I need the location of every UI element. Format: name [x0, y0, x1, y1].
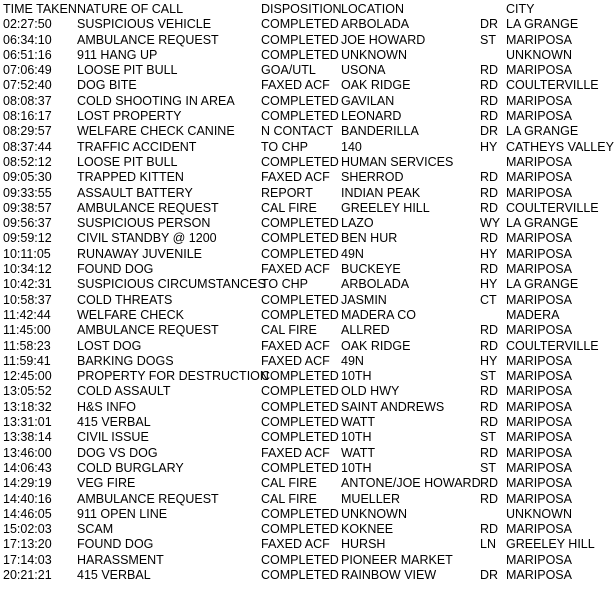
table-row: [3, 415, 614, 430]
cell-disposition: CAL FIRE: [261, 200, 317, 215]
call-rows: [3, 17, 614, 583]
header-location: LOCATION: [341, 2, 404, 16]
table-row: [3, 63, 614, 78]
table-row: [3, 124, 614, 139]
cell-location: JASMIN: [341, 292, 387, 307]
cell-nature-of-call: PROPERTY FOR DESTRUCTION: [77, 369, 269, 384]
cell-street-suffix: HY: [480, 246, 498, 261]
cell-street-suffix: RD: [480, 384, 499, 399]
header-nature-of-call: NATURE OF CALL: [77, 2, 184, 16]
cell-time-taken: 09:56:37: [3, 216, 52, 231]
cell-disposition: COMPLETED: [261, 399, 339, 414]
cell-city: COULTERVILLE: [506, 78, 599, 93]
cell-time-taken: 15:02:03: [3, 522, 52, 537]
cell-location: 49N: [341, 353, 364, 368]
cell-city: MARIPOSA: [506, 32, 572, 47]
cell-street-suffix: ST: [480, 32, 496, 47]
cell-city: MARIPOSA: [506, 323, 572, 338]
cell-city: MARIPOSA: [506, 384, 572, 399]
cell-location: 49N: [341, 246, 364, 261]
cell-location: GREELEY HILL: [341, 200, 430, 215]
cell-disposition: FAXED ACF: [261, 353, 330, 368]
cell-city: MARIPOSA: [506, 476, 572, 491]
table-row: [3, 186, 614, 201]
cell-time-taken: 11:58:23: [3, 338, 51, 353]
cell-location: KOKNEE: [341, 522, 394, 537]
cell-time-taken: 13:38:14: [3, 430, 52, 445]
cell-street-suffix: RD: [480, 78, 499, 93]
cell-time-taken: 08:37:44: [3, 139, 52, 154]
cell-city: COULTERVILLE: [506, 200, 599, 215]
cell-nature-of-call: WELFARE CHECK CANINE: [77, 124, 235, 139]
table-row: [3, 400, 614, 415]
cell-street-suffix: ST: [480, 369, 496, 384]
cell-disposition: COMPLETED: [261, 109, 339, 124]
cell-location: ALLRED: [341, 323, 390, 338]
cell-nature-of-call: AMBULANCE REQUEST: [77, 491, 219, 506]
cell-city: LA GRANGE: [506, 17, 579, 32]
cell-location: JOE HOWARD: [341, 32, 426, 47]
cell-disposition: COMPLETED: [261, 231, 339, 246]
table-row: [3, 522, 614, 537]
cell-location: PIONEER MARKET: [341, 552, 453, 567]
cell-time-taken: 13:18:32: [3, 399, 52, 414]
cell-time-taken: 17:13:20: [3, 537, 52, 552]
cell-time-taken: 14:46:05: [3, 506, 52, 521]
cell-location: BANDERILLA: [341, 124, 419, 139]
cell-location: 10TH: [341, 430, 372, 445]
cell-street-suffix: RD: [480, 109, 499, 124]
cell-time-taken: 14:06:43: [3, 460, 52, 475]
cell-street-suffix: DR: [480, 124, 499, 139]
cell-disposition: COMPLETED: [261, 17, 339, 32]
table-row: [3, 231, 614, 246]
cell-location: ANTONE/JOE HOWARD: [341, 476, 481, 491]
cell-location: SHERROD: [341, 170, 404, 185]
header-city: CITY: [506, 2, 535, 16]
cell-disposition: CAL FIRE: [261, 491, 317, 506]
cell-location: LAZO: [341, 216, 374, 231]
cell-disposition: COMPLETED: [261, 32, 339, 47]
cell-location: ARBOLADA: [341, 277, 410, 292]
cell-location: 10TH: [341, 369, 372, 384]
cell-nature-of-call: LOOSE PIT BULL: [77, 63, 178, 78]
table-row: [3, 308, 614, 323]
cell-nature-of-call: AMBULANCE REQUEST: [77, 32, 219, 47]
cell-location: UNKNOWN: [341, 506, 407, 521]
table-row: [3, 216, 614, 231]
cell-time-taken: 07:06:49: [3, 63, 52, 78]
table-row: [3, 109, 614, 124]
cell-street-suffix: RD: [480, 200, 499, 215]
table-row: [3, 48, 614, 63]
table-row: [3, 553, 614, 568]
cell-city: MARIPOSA: [506, 567, 572, 582]
cell-location: INDIAN PEAK: [341, 185, 421, 200]
table-row: [3, 247, 614, 262]
cell-disposition: COMPLETED: [261, 47, 339, 62]
cell-location: 140: [341, 139, 362, 154]
cell-location: WATT: [341, 445, 376, 460]
cell-disposition: FAXED ACF: [261, 170, 330, 185]
cell-city: LA GRANGE: [506, 124, 579, 139]
cell-location: BEN HUR: [341, 231, 398, 246]
cell-nature-of-call: CIVIL STANDBY @ 1200: [77, 231, 217, 246]
cell-time-taken: 09:05:30: [3, 170, 52, 185]
cell-location: OAK RIDGE: [341, 338, 411, 353]
cell-nature-of-call: SCAM: [77, 522, 114, 537]
cell-disposition: CAL FIRE: [261, 476, 317, 491]
cell-city: MARIPOSA: [506, 445, 572, 460]
cell-nature-of-call: HARASSMENT: [77, 552, 164, 567]
cell-disposition: COMPLETED: [261, 216, 339, 231]
cell-street-suffix: CT: [480, 292, 497, 307]
cell-disposition: COMPLETED: [261, 384, 339, 399]
cell-city: MARIPOSA: [506, 185, 572, 200]
cell-location: OAK RIDGE: [341, 78, 411, 93]
cell-time-taken: 02:27:50: [3, 17, 52, 32]
cell-time-taken: 14:40:16: [3, 491, 52, 506]
table-row: [3, 476, 614, 491]
cell-location: UNKNOWN: [341, 47, 407, 62]
cell-city: MARIPOSA: [506, 109, 572, 124]
cell-nature-of-call: LOOSE PIT BULL: [77, 154, 178, 169]
cell-nature-of-call: AMBULANCE REQUEST: [77, 323, 219, 338]
table-row: [3, 369, 614, 384]
cell-nature-of-call: COLD SHOOTING IN AREA: [77, 93, 235, 108]
cell-nature-of-call: SUSPICIOUS VEHICLE: [77, 17, 212, 32]
cell-time-taken: 09:59:12: [3, 231, 52, 246]
cell-location: OLD HWY: [341, 384, 400, 399]
cell-time-taken: 10:42:31: [3, 277, 52, 292]
cell-street-suffix: HY: [480, 353, 498, 368]
table-row: [3, 33, 614, 48]
cell-street-suffix: RD: [480, 185, 499, 200]
cell-time-taken: 10:34:12: [3, 262, 52, 277]
cell-disposition: COMPLETED: [261, 154, 339, 169]
table-row: [3, 277, 614, 292]
cell-nature-of-call: COLD ASSAULT: [77, 384, 171, 399]
cell-nature-of-call: WELFARE CHECK: [77, 307, 184, 322]
cell-location: MUELLER: [341, 491, 401, 506]
cell-disposition: FAXED ACF: [261, 338, 330, 353]
cell-nature-of-call: VEG FIRE: [77, 476, 136, 491]
cell-city: MARIPOSA: [506, 154, 572, 169]
cell-nature-of-call: LOST DOG: [77, 338, 142, 353]
cell-time-taken: 10:11:05: [3, 246, 51, 261]
cell-street-suffix: RD: [480, 491, 499, 506]
cell-time-taken: 08:29:57: [3, 124, 52, 139]
table-row: [3, 492, 614, 507]
table-row: [3, 339, 614, 354]
cell-city: MARIPOSA: [506, 415, 572, 430]
cell-disposition: COMPLETED: [261, 430, 339, 445]
table-row: [3, 568, 614, 583]
cell-time-taken: 08:52:12: [3, 154, 52, 169]
table-row: [3, 430, 614, 445]
cell-city: UNKNOWN: [506, 506, 572, 521]
cell-disposition: N CONTACT: [261, 124, 333, 139]
table-row: [3, 170, 614, 185]
table-row: [3, 384, 614, 399]
table-row: [3, 140, 614, 155]
cell-time-taken: 12:45:00: [3, 369, 52, 384]
cell-disposition: CAL FIRE: [261, 323, 317, 338]
table-row: [3, 537, 614, 552]
cell-city: MARIPOSA: [506, 522, 572, 537]
cell-street-suffix: DR: [480, 17, 499, 32]
cell-nature-of-call: TRAFFIC ACCIDENT: [77, 139, 197, 154]
cell-nature-of-call: H&S INFO: [77, 399, 137, 414]
cell-city: MARIPOSA: [506, 552, 572, 567]
cell-nature-of-call: SUSPICIOUS PERSON: [77, 216, 211, 231]
header-time-taken: TIME TAKEN: [3, 2, 77, 16]
cell-street-suffix: RD: [480, 338, 499, 353]
cell-nature-of-call: RUNAWAY JUVENILE: [77, 246, 203, 261]
cell-nature-of-call: 911 HANG UP: [77, 47, 158, 62]
cell-nature-of-call: CIVIL ISSUE: [77, 430, 149, 445]
cell-street-suffix: RD: [480, 445, 499, 460]
cell-city: LA GRANGE: [506, 277, 579, 292]
cell-street-suffix: DR: [480, 567, 499, 582]
cell-city: MADERA: [506, 307, 560, 322]
cell-time-taken: 08:08:37: [3, 93, 52, 108]
cell-city: MARIPOSA: [506, 491, 572, 506]
table-row: [3, 446, 614, 461]
cell-location: HURSH: [341, 537, 386, 552]
cell-street-suffix: ST: [480, 460, 496, 475]
cell-disposition: TO CHP: [261, 139, 308, 154]
cell-nature-of-call: BARKING DOGS: [77, 353, 174, 368]
table-row: [3, 262, 614, 277]
table-row: [3, 94, 614, 109]
cell-nature-of-call: FOUND DOG: [77, 262, 154, 277]
cell-city: MARIPOSA: [506, 369, 572, 384]
cell-nature-of-call: COLD THREATS: [77, 292, 173, 307]
cell-city: MARIPOSA: [506, 430, 572, 445]
call-log-table: [3, 2, 614, 583]
cell-city: COULTERVILLE: [506, 338, 599, 353]
cell-location: LEONARD: [341, 109, 402, 124]
cell-street-suffix: RD: [480, 476, 499, 491]
cell-disposition: COMPLETED: [261, 522, 339, 537]
cell-disposition: COMPLETED: [261, 567, 339, 582]
cell-disposition: FAXED ACF: [261, 78, 330, 93]
cell-city: MARIPOSA: [506, 246, 572, 261]
cell-time-taken: 06:34:10: [3, 32, 52, 47]
cell-disposition: COMPLETED: [261, 460, 339, 475]
cell-time-taken: 09:33:55: [3, 185, 52, 200]
cell-time-taken: 08:16:17: [3, 109, 52, 124]
table-row: [3, 78, 614, 93]
cell-time-taken: 11:42:44: [3, 307, 51, 322]
cell-location: RAINBOW VIEW: [341, 567, 437, 582]
table-row: [3, 17, 614, 32]
cell-nature-of-call: FOUND DOG: [77, 537, 154, 552]
cell-nature-of-call: LOST PROPERTY: [77, 109, 182, 124]
cell-city: LA GRANGE: [506, 216, 579, 231]
cell-city: MARIPOSA: [506, 399, 572, 414]
cell-nature-of-call: 415 VERBAL: [77, 567, 151, 582]
cell-street-suffix: RD: [480, 262, 499, 277]
cell-time-taken: 14:29:19: [3, 476, 52, 491]
cell-city: MARIPOSA: [506, 93, 572, 108]
cell-time-taken: 06:51:16: [3, 47, 52, 62]
cell-location: ARBOLADA: [341, 17, 410, 32]
cell-city: MARIPOSA: [506, 353, 572, 368]
cell-street-suffix: RD: [480, 93, 499, 108]
cell-time-taken: 13:05:52: [3, 384, 52, 399]
cell-disposition: TO CHP: [261, 277, 308, 292]
cell-location: BUCKEYE: [341, 262, 401, 277]
cell-time-taken: 17:14:03: [3, 552, 52, 567]
cell-time-taken: 09:38:57: [3, 200, 52, 215]
cell-disposition: COMPLETED: [261, 369, 339, 384]
cell-street-suffix: ST: [480, 430, 496, 445]
cell-street-suffix: RD: [480, 323, 499, 338]
cell-disposition: COMPLETED: [261, 552, 339, 567]
cell-disposition: COMPLETED: [261, 506, 339, 521]
cell-time-taken: 11:45:00: [3, 323, 51, 338]
cell-street-suffix: RD: [480, 399, 499, 414]
table-row: [3, 293, 614, 308]
cell-time-taken: 20:21:21: [3, 567, 52, 582]
cell-time-taken: 10:58:37: [3, 292, 52, 307]
cell-street-suffix: RD: [480, 415, 499, 430]
cell-nature-of-call: COLD BURGLARY: [77, 460, 184, 475]
cell-nature-of-call: SUSPICIOUS CIRCUMSTANCES: [77, 277, 266, 292]
cell-disposition: REPORT: [261, 185, 313, 200]
cell-street-suffix: HY: [480, 139, 498, 154]
cell-disposition: COMPLETED: [261, 292, 339, 307]
cell-city: MARIPOSA: [506, 231, 572, 246]
cell-city: MARIPOSA: [506, 63, 572, 78]
cell-nature-of-call: 911 OPEN LINE: [77, 506, 168, 521]
cell-street-suffix: RD: [480, 63, 499, 78]
table-row: [3, 201, 614, 216]
cell-disposition: FAXED ACF: [261, 262, 330, 277]
cell-disposition: FAXED ACF: [261, 537, 330, 552]
cell-disposition: FAXED ACF: [261, 445, 330, 460]
table-row: [3, 507, 614, 522]
cell-time-taken: 13:46:00: [3, 445, 52, 460]
cell-city: MARIPOSA: [506, 292, 572, 307]
cell-nature-of-call: ASSAULT BATTERY: [77, 185, 193, 200]
header-row: [3, 2, 614, 17]
cell-disposition: COMPLETED: [261, 415, 339, 430]
cell-street-suffix: LN: [480, 537, 496, 552]
cell-time-taken: 11:59:41: [3, 353, 51, 368]
cell-nature-of-call: 415 VERBAL: [77, 415, 151, 430]
cell-location: HUMAN SERVICES: [341, 154, 454, 169]
cell-disposition: GOA/UTL: [261, 63, 316, 78]
cell-city: MARIPOSA: [506, 170, 572, 185]
cell-street-suffix: RD: [480, 231, 499, 246]
table-row: [3, 461, 614, 476]
cell-disposition: COMPLETED: [261, 246, 339, 261]
cell-time-taken: 13:31:01: [3, 415, 52, 430]
cell-disposition: COMPLETED: [261, 93, 339, 108]
cell-nature-of-call: TRAPPED KITTEN: [77, 170, 184, 185]
cell-location: GAVILAN: [341, 93, 395, 108]
cell-street-suffix: WY: [480, 216, 501, 231]
cell-city: GREELEY HILL: [506, 537, 595, 552]
cell-nature-of-call: AMBULANCE REQUEST: [77, 200, 219, 215]
cell-street-suffix: RD: [480, 170, 499, 185]
cell-nature-of-call: DOG BITE: [77, 78, 137, 93]
header-disposition: DISPOSITION: [261, 2, 342, 16]
table-row: [3, 155, 614, 170]
cell-location: WATT: [341, 415, 376, 430]
cell-disposition: COMPLETED: [261, 307, 339, 322]
cell-location: SAINT ANDREWS: [341, 399, 445, 414]
table-row: [3, 354, 614, 369]
cell-nature-of-call: DOG VS DOG: [77, 445, 158, 460]
cell-location: 10TH: [341, 460, 372, 475]
table-row: [3, 323, 614, 338]
cell-location: MADERA CO: [341, 307, 417, 322]
cell-city: UNKNOWN: [506, 47, 572, 62]
cell-city: CATHEYS VALLEY: [506, 139, 614, 154]
cell-city: MARIPOSA: [506, 460, 572, 475]
cell-city: MARIPOSA: [506, 262, 572, 277]
cell-street-suffix: HY: [480, 277, 498, 292]
cell-location: USONA: [341, 63, 386, 78]
cell-street-suffix: RD: [480, 522, 499, 537]
cell-time-taken: 07:52:40: [3, 78, 52, 93]
